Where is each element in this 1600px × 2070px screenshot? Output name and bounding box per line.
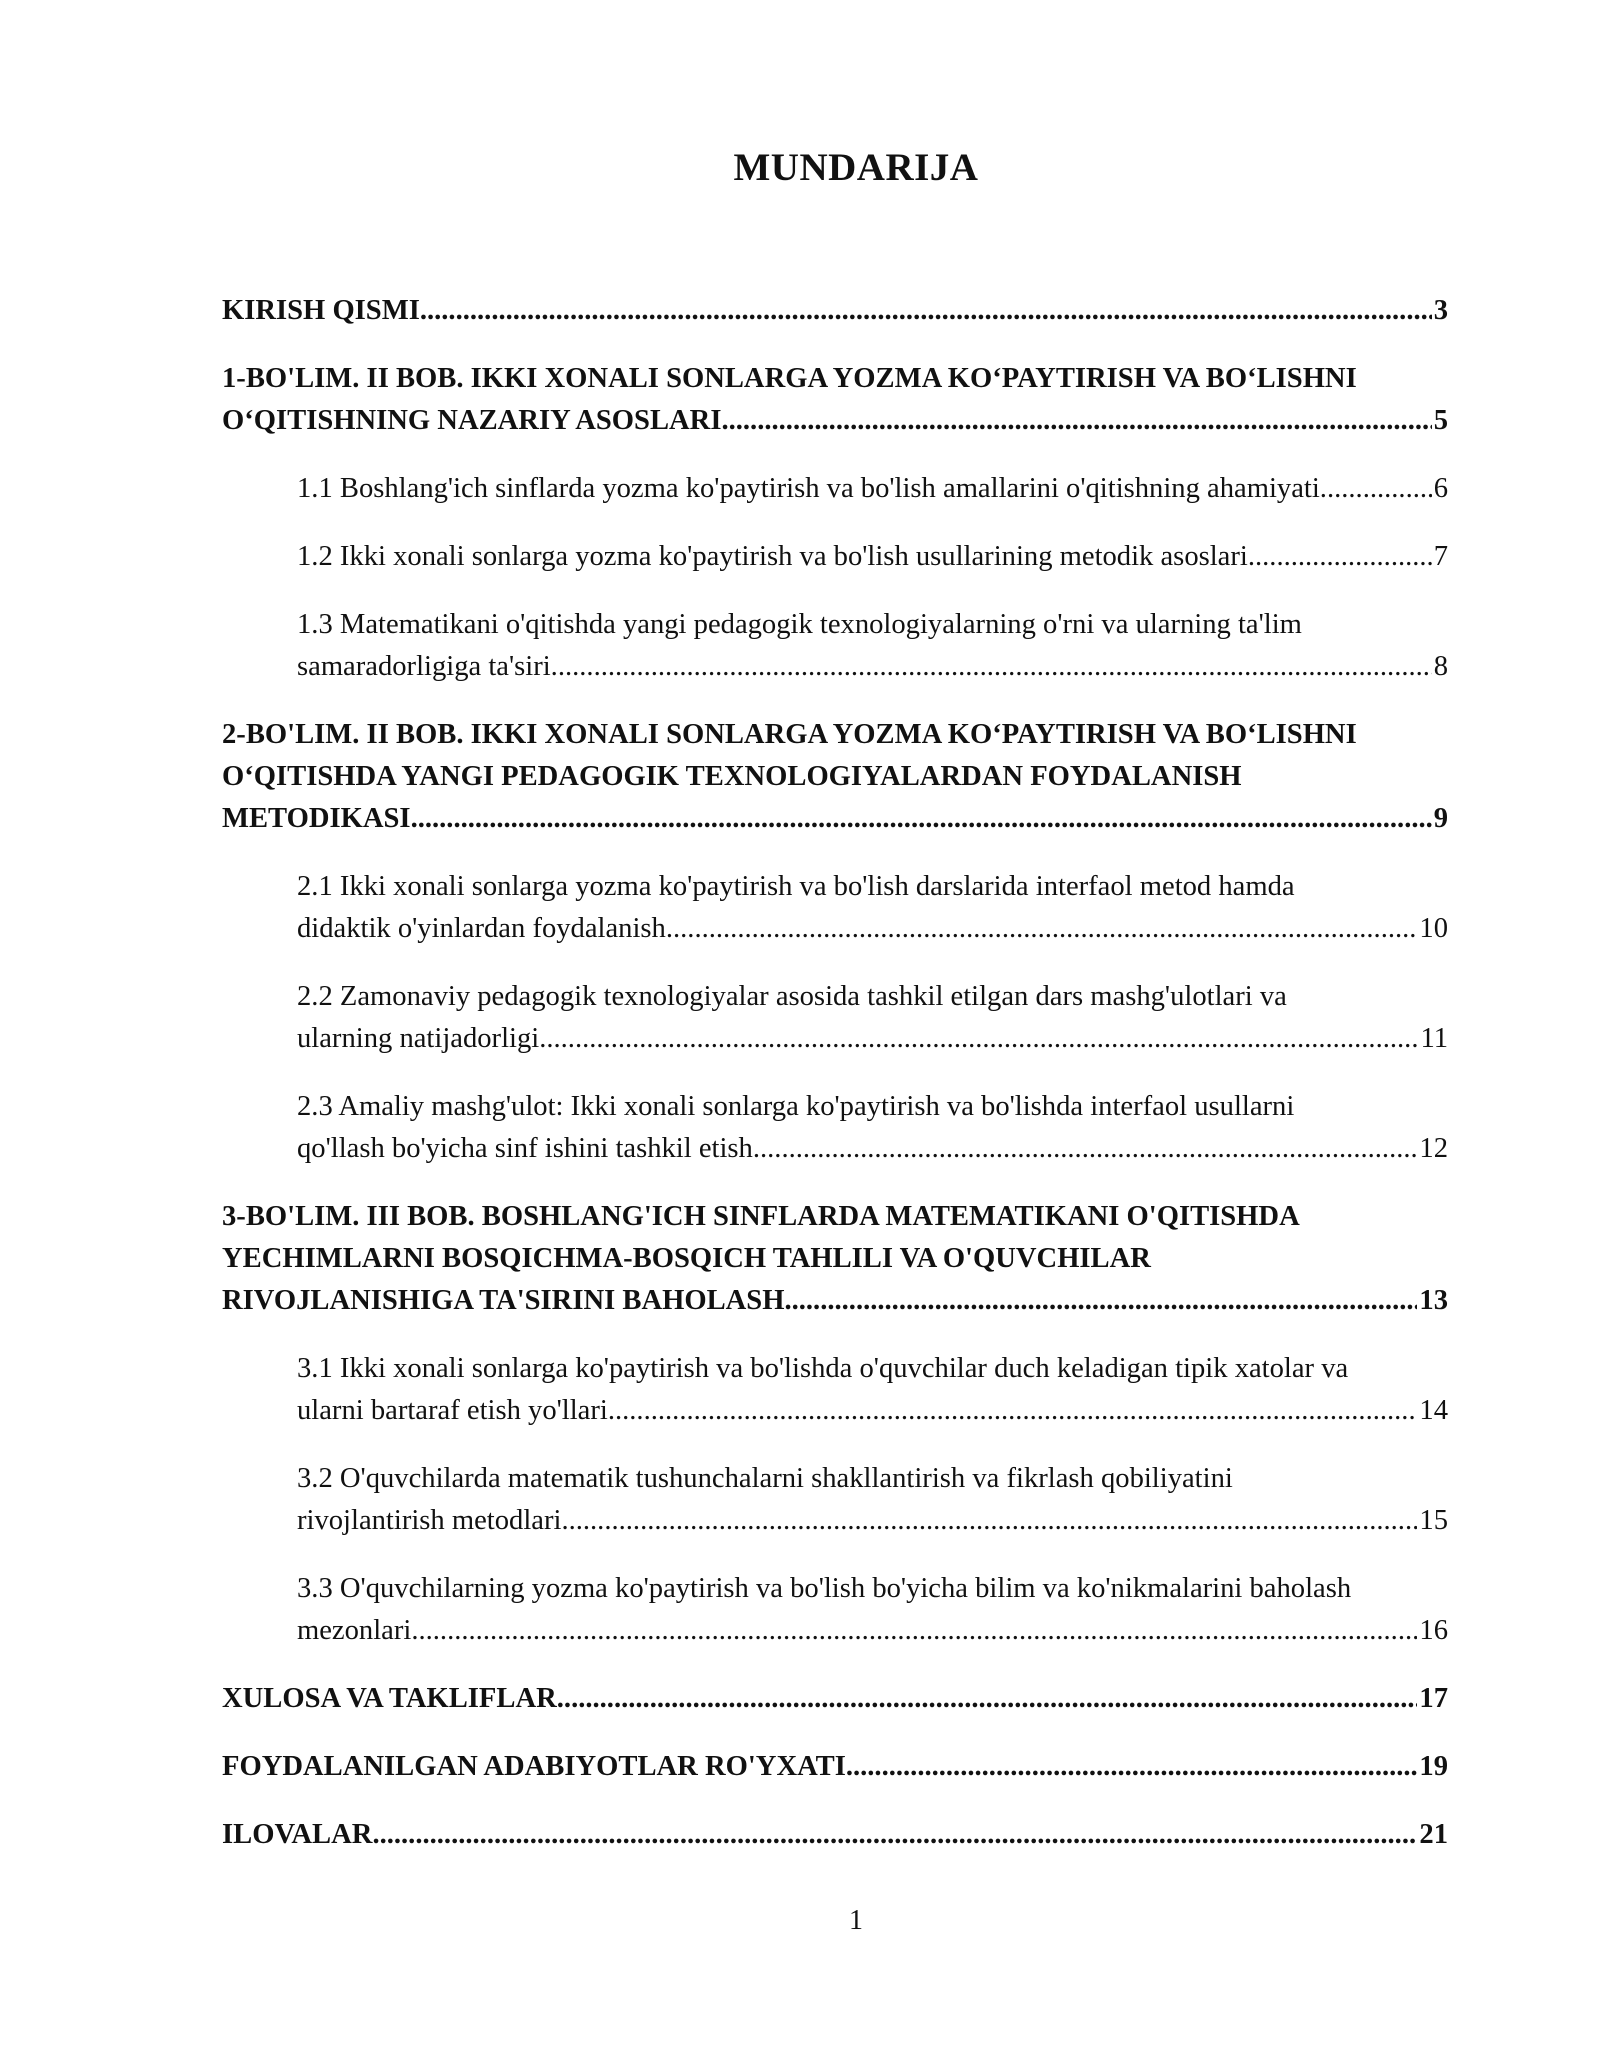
toc-page-number: 12 <box>1419 1133 1448 1164</box>
toc-chapter-entry <box>222 1746 1448 1788</box>
dot-leader <box>666 908 1418 950</box>
dot-leader <box>539 1018 1418 1060</box>
toc-entry-text: qo'llash bo'yicha sinf ishini tashkil etish <box>297 1133 753 1164</box>
toc-entry-text: 2.2 Zamonaviy pedagogik texnologiyalar asosida tashkil etilgan dars mashg'ulotlari va <box>297 981 1287 1012</box>
dot-leader <box>551 646 1432 688</box>
toc-section-entry <box>297 976 1448 1060</box>
page-number: 1 <box>849 1905 863 1936</box>
toc-entry-text: RIVOJLANISHIGA TA'SIRINI BAHOLASH <box>222 1285 785 1316</box>
toc-entry-text: mezonlari <box>297 1615 412 1646</box>
dot-leader <box>411 798 1432 840</box>
dot-leader <box>420 290 1432 332</box>
toc-page-number: 15 <box>1419 1505 1448 1536</box>
toc-page-number: 5 <box>1433 405 1448 436</box>
toc-entry-text: 1.3 Matematikani o'qitishda yangi pedagogik texnologiyalarning o'rni va ularning ta'lim <box>297 609 1302 640</box>
toc-page-number: 10 <box>1419 913 1448 944</box>
toc-page-number: 17 <box>1419 1683 1448 1714</box>
toc-entry-text: METODIKASI <box>222 803 411 834</box>
dot-leader <box>557 1678 1418 1720</box>
toc-page-number: 16 <box>1419 1615 1448 1646</box>
toc-section-entry <box>297 1086 1448 1170</box>
dot-leader <box>1320 468 1432 510</box>
toc-entry-text: FOYDALANILGAN ADABIYOTLAR RO'YXATI <box>222 1751 846 1782</box>
toc-chapter-entry <box>222 1678 1448 1720</box>
toc-entry-text: 3.2 O'quvchilarda matematik tushunchalarni shakllantirish va fikrlash qobiliyatini <box>297 1463 1233 1494</box>
toc-section-entry <box>297 604 1448 688</box>
toc-page-number: 3 <box>1433 295 1448 326</box>
page-title: MUNDARIJA <box>733 146 979 189</box>
toc-entry-text: 1.2 Ikki xonali sonlarga yozma ko'paytirish va bo'lish usullarining metodik asoslari <box>297 541 1248 572</box>
toc-entry-text: 1.1 Boshlang'ich sinflarda yozma ko'paytirish va bo'lish amallarini o'qitishning ahamiyati <box>297 473 1320 504</box>
toc-page-number: 13 <box>1419 1285 1448 1316</box>
dot-leader <box>721 400 1431 442</box>
toc-chapter-entry <box>222 1196 1448 1322</box>
toc-entry-text: 1-BO'LIM. II BOB. IKKI XONALI SONLARGA YOZMA KO‘PAYTIRISH VA BO‘LISHNI <box>222 363 1357 394</box>
toc-page-number: 8 <box>1433 651 1448 682</box>
toc-page-number: 9 <box>1433 803 1448 834</box>
toc-section-entry <box>297 866 1448 950</box>
toc-page-number: 14 <box>1419 1395 1448 1426</box>
toc-entry-text: 2-BO'LIM. II BOB. IKKI XONALI SONLARGA YOZMA KO‘PAYTIRISH VA BO‘LISHNI <box>222 719 1357 750</box>
dot-leader <box>372 1814 1417 1856</box>
toc-section-entry <box>297 468 1448 510</box>
toc-entry-text: ILOVALAR <box>222 1819 373 1850</box>
dot-leader <box>753 1128 1418 1170</box>
toc-page-number: 11 <box>1420 1023 1448 1054</box>
dot-leader <box>846 1746 1418 1788</box>
toc-entry-text: rivojlantirish metodlari <box>297 1505 562 1536</box>
toc-chapter-entry <box>222 1814 1448 1856</box>
toc-section-entry <box>297 1348 1448 1432</box>
toc-page-number: 21 <box>1419 1819 1448 1850</box>
dot-leader <box>561 1500 1417 1542</box>
toc-entry-text: 3.1 Ikki xonali sonlarga ko'paytirish va bo'lishda o'quvchilar duch keladigan tipik xatolar va <box>297 1353 1349 1384</box>
toc-section-entry <box>297 536 1448 578</box>
toc-entry-text: didaktik o'yinlardan foydalanish <box>297 913 666 944</box>
toc-entry-text: samaradorligiga ta'siri <box>297 651 551 682</box>
dot-leader <box>411 1610 1417 1652</box>
toc-page-number: 7 <box>1433 541 1448 572</box>
toc-chapter-entry <box>222 714 1448 840</box>
toc-entry-text: ularning natijadorligi <box>297 1023 540 1054</box>
toc-chapter-entry <box>222 290 1448 332</box>
toc-page-number: 6 <box>1433 473 1448 504</box>
toc-entry-text: 2.1 Ikki xonali sonlarga yozma ko'paytirish va bo'lish darslarida interfaol metod hamda <box>297 871 1295 902</box>
dot-leader <box>1248 536 1432 578</box>
toc-entry-text: O‘QITISHDA YANGI PEDAGOGIK TEXNOLOGIYALARDAN FOYDALANISH <box>222 761 1242 792</box>
toc-entry-text: 3.3 O'quvchilarning yozma ko'paytirish va bo'lish bo'yicha bilim va ko'nikmalarini baholash <box>297 1573 1352 1604</box>
toc-entry-text: ularni bartaraf etish yo'llari <box>297 1395 608 1426</box>
toc-section-entry <box>297 1568 1448 1652</box>
toc-chapter-entry <box>222 358 1448 442</box>
toc-entry-text: YECHIMLARNI BOSQICHMA-BOSQICH TAHLILI VA O'QUVCHILAR <box>222 1243 1151 1274</box>
toc-page-number: 19 <box>1419 1751 1448 1782</box>
dot-leader <box>608 1390 1418 1432</box>
dot-leader <box>784 1280 1417 1322</box>
toc-entry-text: XULOSA VA TAKLIFLAR <box>222 1683 557 1714</box>
toc-entry-text: KIRISH QISMI <box>222 295 420 326</box>
toc-entry-text: O‘QITISHNING NAZARIY ASOSLARI <box>222 405 722 436</box>
table-of-contents <box>222 290 1448 1882</box>
toc-entry-text: 3-BO'LIM. III BOB. BOSHLANG'ICH SINFLARDA MATEMATIKANI O'QITISHDA <box>222 1201 1300 1232</box>
toc-section-entry <box>297 1458 1448 1542</box>
toc-entry-text: 2.3 Amaliy mashg'ulot: Ikki xonali sonlarga ko'paytirish va bo'lishda interfaol usullarni <box>297 1091 1295 1122</box>
